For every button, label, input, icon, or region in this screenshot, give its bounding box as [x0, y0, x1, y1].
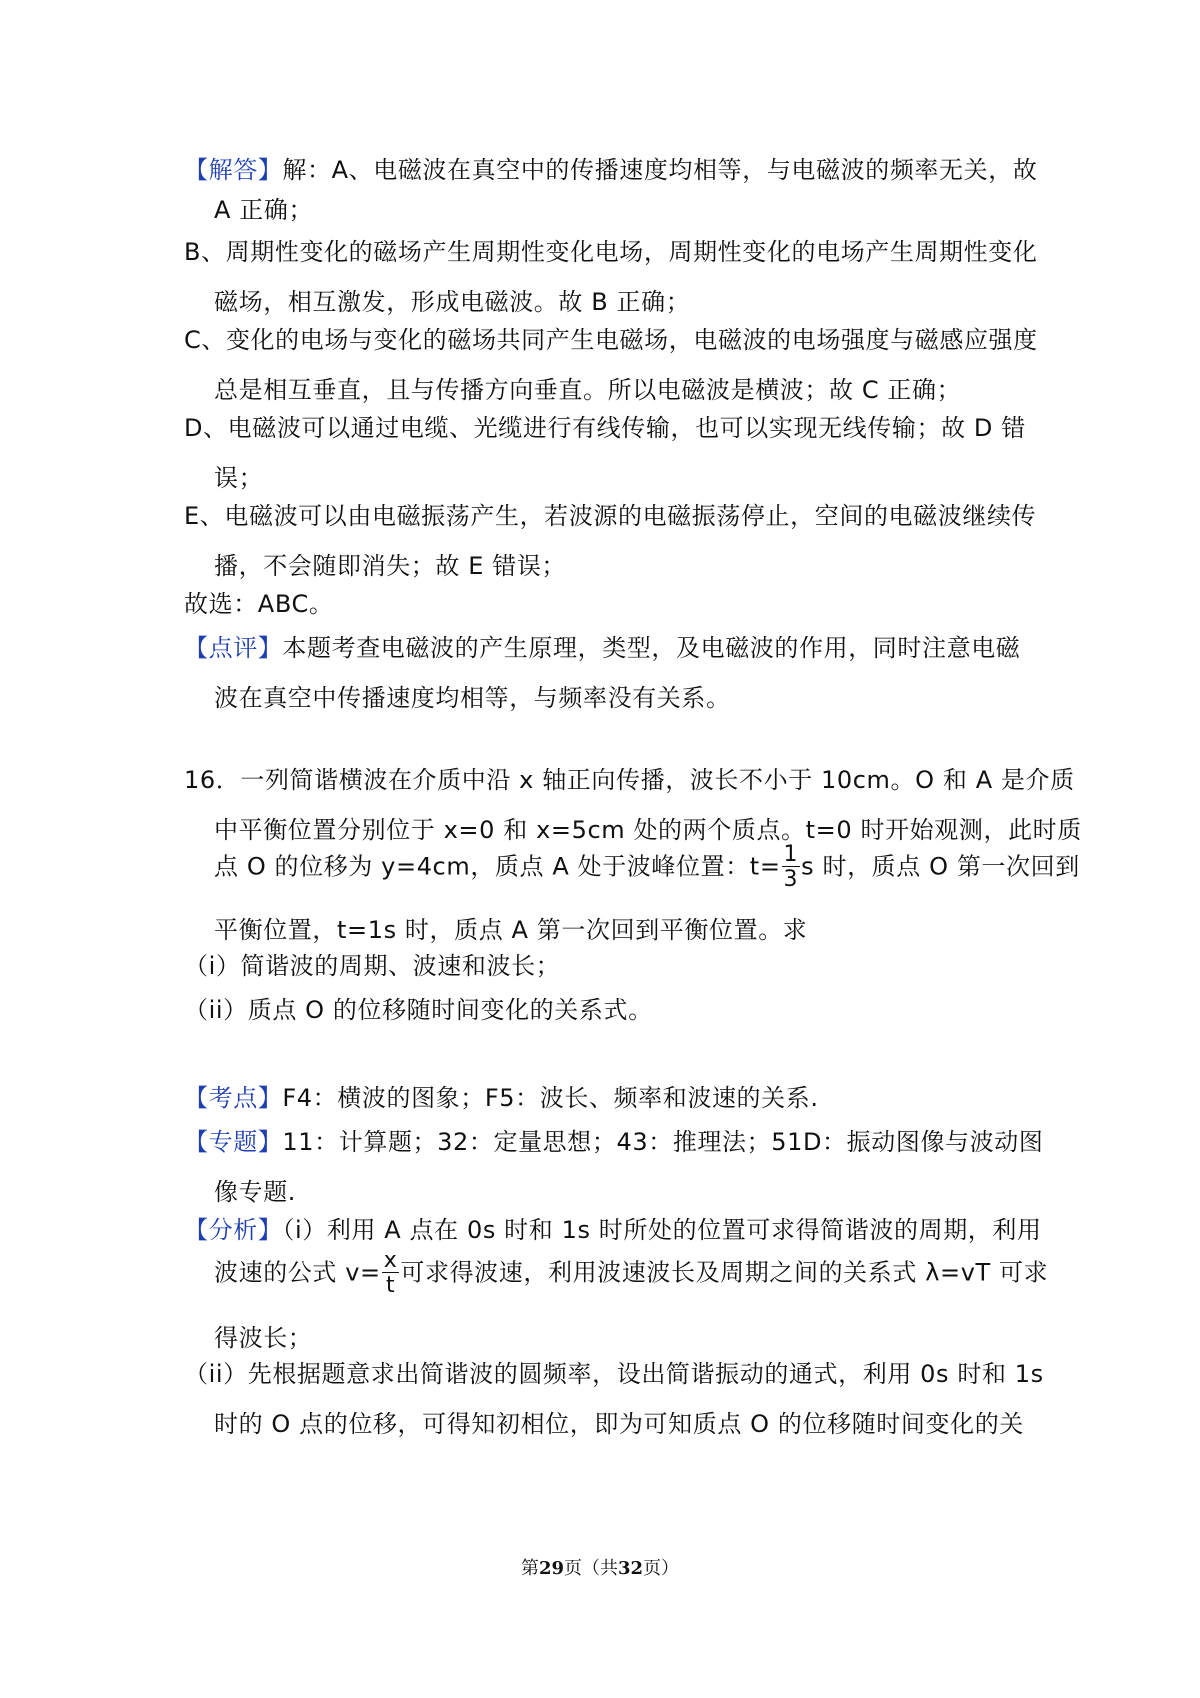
question-16-part-1: （i）简谐波的周期、波速和波长；: [184, 952, 561, 980]
question-16-line-4: 平衡位置，t=1s 时，质点 A 第一次回到平衡位置。求: [214, 916, 808, 944]
solution-c-line-2: 总是相互垂直，且与传播方向垂直。所以电磁波是横波；故 C 正确；: [214, 376, 962, 404]
comment-line-1: 【点评】本题考查电磁波的产生原理，类型，及电磁波的作用，同时注意电磁: [184, 634, 1021, 662]
zhuanti-line-2: 像专题.: [214, 1178, 297, 1206]
analysis-line-3: 得波长；: [214, 1324, 313, 1352]
question-16-line-1: 16．一列简谐横波在介质中沿 x 轴正向传播，波长不小于 10cm。O 和 A 是介质: [184, 766, 1075, 794]
zhuanti-tag: 【专题】: [184, 1128, 283, 1156]
analysis-tag: 【分析】: [184, 1216, 283, 1244]
solution-b-line-1: B、周期性变化的磁场产生周期性变化电场，周期性变化的电场产生周期性变化: [184, 238, 1038, 266]
solution-line-1: 【解答】解：A、电磁波在真空中的传播速度均相等，与电磁波的频率无关，故: [184, 156, 1038, 184]
question-16-line-2: 中平衡位置分别位于 x=0 和 x=5cm 处的两个质点。t=0 时开始观测，此时质: [214, 816, 1082, 844]
page-total: 32: [618, 1558, 644, 1579]
solution-d-line-2: 误；: [214, 464, 264, 492]
fraction-x-over-t: $\frac{x}{t}$: [383, 1248, 398, 1298]
kaodian-tag: 【考点】: [184, 1084, 283, 1112]
solution-c-line-1: C、变化的电场与变化的磁场共同产生电磁场，电磁波的电场强度与磁感应强度: [184, 326, 1038, 354]
solution-tag: 【解答】: [184, 156, 283, 184]
solution-b-line-2: 磁场，相互激发，形成电磁波。故 B 正确；: [214, 288, 691, 316]
solution-e-line-1: E、电磁波可以由电磁振荡产生，若波源的电磁振荡停止，空间的电磁波继续传: [184, 502, 1037, 530]
question-16-part-2: （ii）质点 O 的位移随时间变化的关系式。: [184, 996, 653, 1024]
fraction-one-third: $\frac{1}{3}$: [783, 842, 799, 892]
analysis-line-4: （ii）先根据题意求出简谐波的圆频率，设出简谐振动的通式，利用 0s 时和 1s: [184, 1360, 1044, 1388]
zhuanti-line-1: 【专题】11：计算题；32：定量思想；43：推理法；51D：振动图像与波动图: [184, 1128, 1044, 1156]
solution-choice: 故选：ABC。: [184, 590, 334, 618]
solution-d-line-1: D、电磁波可以通过电缆、光缆进行有线传输，也可以实现无线传输；故 D 错: [184, 414, 1026, 442]
kaodian-line: 【考点】F4：横波的图象；F5：波长、频率和波速的关系.: [184, 1084, 819, 1112]
question-16-line-3: 点 O 的位移为 y=4cm，质点 A 处于波峰位置：t= $\frac{1}{3}$ s 时，质点 O 第一次回到: [214, 842, 1080, 892]
analysis-line-1: 【分析】（i）利用 A 点在 0s 时和 1s 时所处的位置可求得简谐波的周期，利用: [184, 1216, 1042, 1244]
solution-e-line-2: 播，不会随即消失；故 E 错误；: [214, 552, 567, 580]
analysis-line-2: 波速的公式 v= $\frac{x}{t}$ 可求得波速，利用波速波长及周期之间的关系式 λ=vT 可求: [214, 1248, 1049, 1298]
page-footer: 第29页（共32页）: [520, 1558, 680, 1579]
solution-line-2: A 正确；: [214, 196, 314, 224]
page-number: 29: [538, 1558, 564, 1579]
comment-line-2: 波在真空中传播速度均相等，与频率没有关系。: [214, 684, 731, 712]
comment-tag: 【点评】: [184, 634, 283, 662]
analysis-line-5: 时的 O 点的位移，可得知初相位，即为可知质点 O 的位移随时间变化的关: [214, 1410, 1024, 1438]
